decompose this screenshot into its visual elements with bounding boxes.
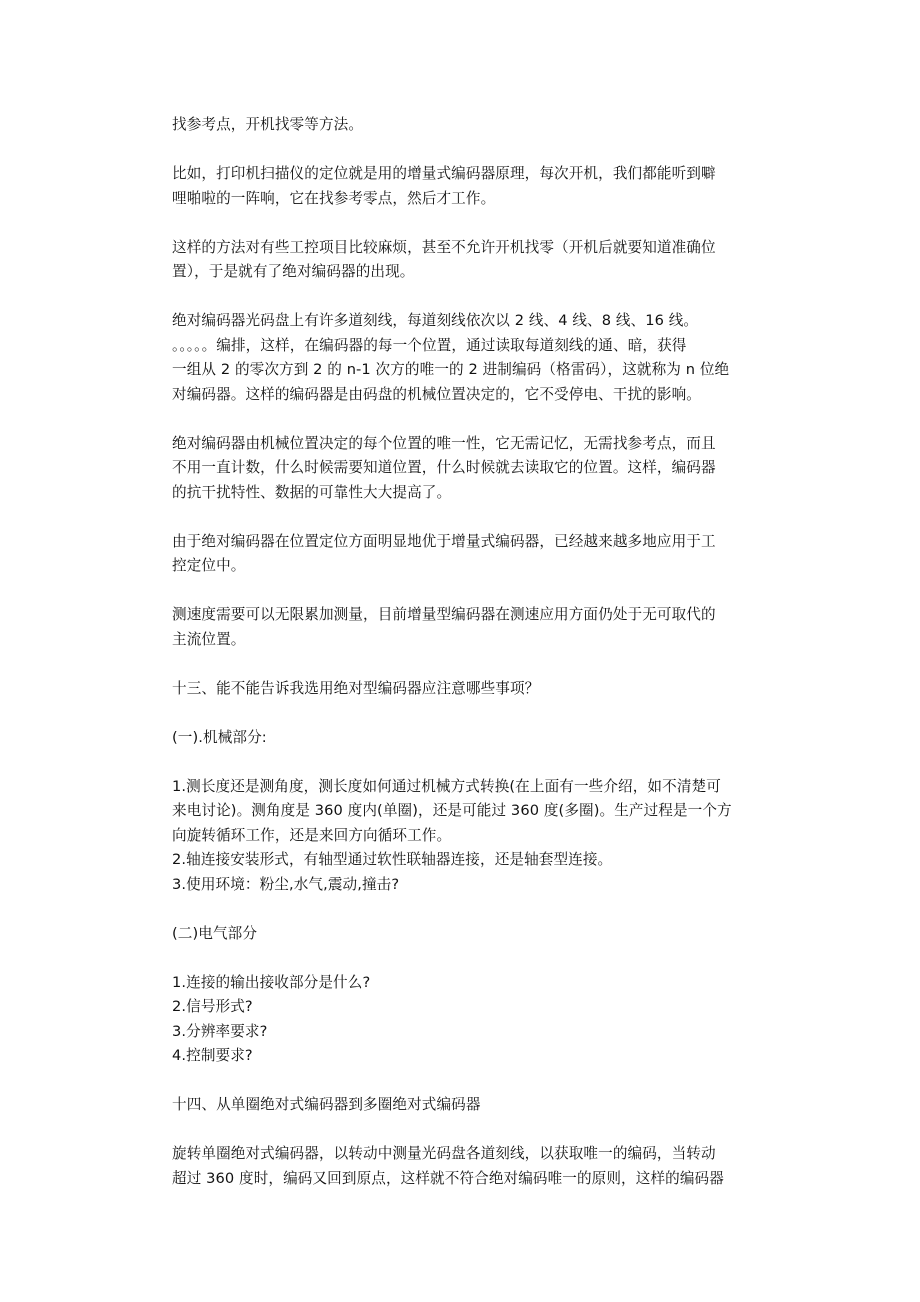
paragraph: [172, 1142, 776, 1191]
paragraph: [172, 677, 776, 702]
text-line: 十三、能不能告诉我选用绝对型编码器应注意哪些事项？: [172, 679, 540, 697]
text-line: 。。。。。编排，这样，在编码器的每一个位置，通过读取每道刻线的通、暗，获得: [172, 336, 687, 354]
text-line: (二)电气部分: [172, 924, 258, 942]
text-line: 4.控制要求?: [172, 1047, 253, 1064]
paragraph: [172, 971, 776, 1069]
paragraph: [172, 236, 776, 285]
text-line: 测速度需要可以无限累加测量，目前增量型编码器在测速应用方面仍处于无可取代的: [172, 606, 716, 623]
paragraph-gap: [172, 701, 776, 726]
text-line: 2.轴连接安装形式，有轴型通过软性联轴器连接，还是轴套型连接。: [172, 851, 613, 868]
paragraph-gap: [172, 211, 776, 236]
paragraph: [172, 726, 776, 751]
text-line: 2.信号形式?: [172, 998, 253, 1015]
text-line: 比如，打印机扫描仪的定位就是用的增量式编码器原理，每次开机，我们都能听到噼: [172, 165, 716, 182]
text-line: 1.连接的输出接收部分是什么?: [172, 973, 371, 991]
text-line: 旋转单圈绝对式编码器，以转动中测量光码盘各道刻线，以获取唯一的编码，当转动: [172, 1145, 716, 1162]
text-line: 对编码器。这样的编码器是由码盘的机械位置决定的，它不受停电、干扰的影响。: [172, 385, 701, 403]
text-line: 置），于是就有了绝对编码器的出现。: [172, 263, 415, 280]
paragraph: [172, 432, 776, 506]
paragraph-gap: [172, 897, 776, 922]
paragraph: [172, 603, 776, 652]
paragraph: [172, 922, 776, 947]
paragraph: [172, 1093, 776, 1118]
text-line: 1.测长度还是测角度，测长度如何通过机械方式转换(在上面有一些介绍，如不清楚可: [172, 777, 721, 795]
paragraph-gap: [172, 285, 776, 310]
paragraph: [172, 309, 776, 407]
paragraph: [172, 162, 776, 211]
paragraph-gap: [172, 138, 776, 163]
paragraph-gap: [172, 750, 776, 775]
text-line: 超过 360 度时，编码又回到原点，这样就不符合绝对编码唯一的原则，这样的编码器: [172, 1169, 724, 1187]
text-line: 一组从 2 的零次方到 2 的 n-1 次方的唯一的 2 进制编码（格雷码），这就称为 n 位绝: [172, 361, 730, 378]
text-line: 3.分辨率要求?: [172, 1022, 268, 1040]
paragraph: [172, 530, 776, 579]
text-line: (一).机械部分:: [172, 728, 267, 746]
text-line: 主流位置。: [172, 630, 246, 648]
text-line: 的抗干扰特性、数据的可靠性大大提高了。: [172, 483, 452, 501]
text-line: 找参考点，开机找零等方法。: [172, 116, 364, 133]
paragraph-gap: [172, 579, 776, 604]
paragraph-gap: [172, 1118, 776, 1143]
text-line: 3.使用环境：粉尘,水气,震动,撞击?: [172, 875, 400, 893]
text-line: 控定位中。: [172, 557, 246, 574]
text-line: 来电讨论)。测角度是 360 度内(单圈)，还是可能过 360 度(多圈)。生产过程是一个方: [172, 802, 732, 819]
text-line: 不用一直计数，什么时候需要知道位置，什么时候就去读取它的位置。这样，编码器: [172, 459, 716, 476]
text-line: 绝对编码器光码盘上有许多道刻线，每道刻线依次以 2 线、4 线、8 线、16 线。: [172, 312, 699, 329]
text-line: 由于绝对编码器在位置定位方面明显地优于增量式编码器，已经越来越多地应用于工: [172, 532, 716, 550]
text-line: 十四、从单圈绝对式编码器到多圈绝对式编码器: [172, 1096, 481, 1113]
paragraph-gap: [172, 652, 776, 677]
text-line: 向旋转循环工作，还是来回方向循环工作。: [172, 826, 452, 844]
paragraph: [172, 113, 776, 138]
paragraph-gap: [172, 1069, 776, 1094]
text-line: 哩啪啦的一阵响，它在找参考零点，然后才工作。: [172, 189, 496, 207]
document-body: [172, 113, 776, 1191]
paragraph-gap: [172, 505, 776, 530]
text-line: 这样的方法对有些工控项目比较麻烦，甚至不允许开机找零（开机后就要知道准确位: [172, 238, 716, 256]
paragraph-gap: [172, 946, 776, 971]
paragraph: [172, 775, 776, 898]
paragraph-gap: [172, 407, 776, 432]
text-line: 绝对编码器由机械位置决定的每个位置的唯一性，它无需记忆，无需找参考点，而且: [172, 434, 716, 452]
